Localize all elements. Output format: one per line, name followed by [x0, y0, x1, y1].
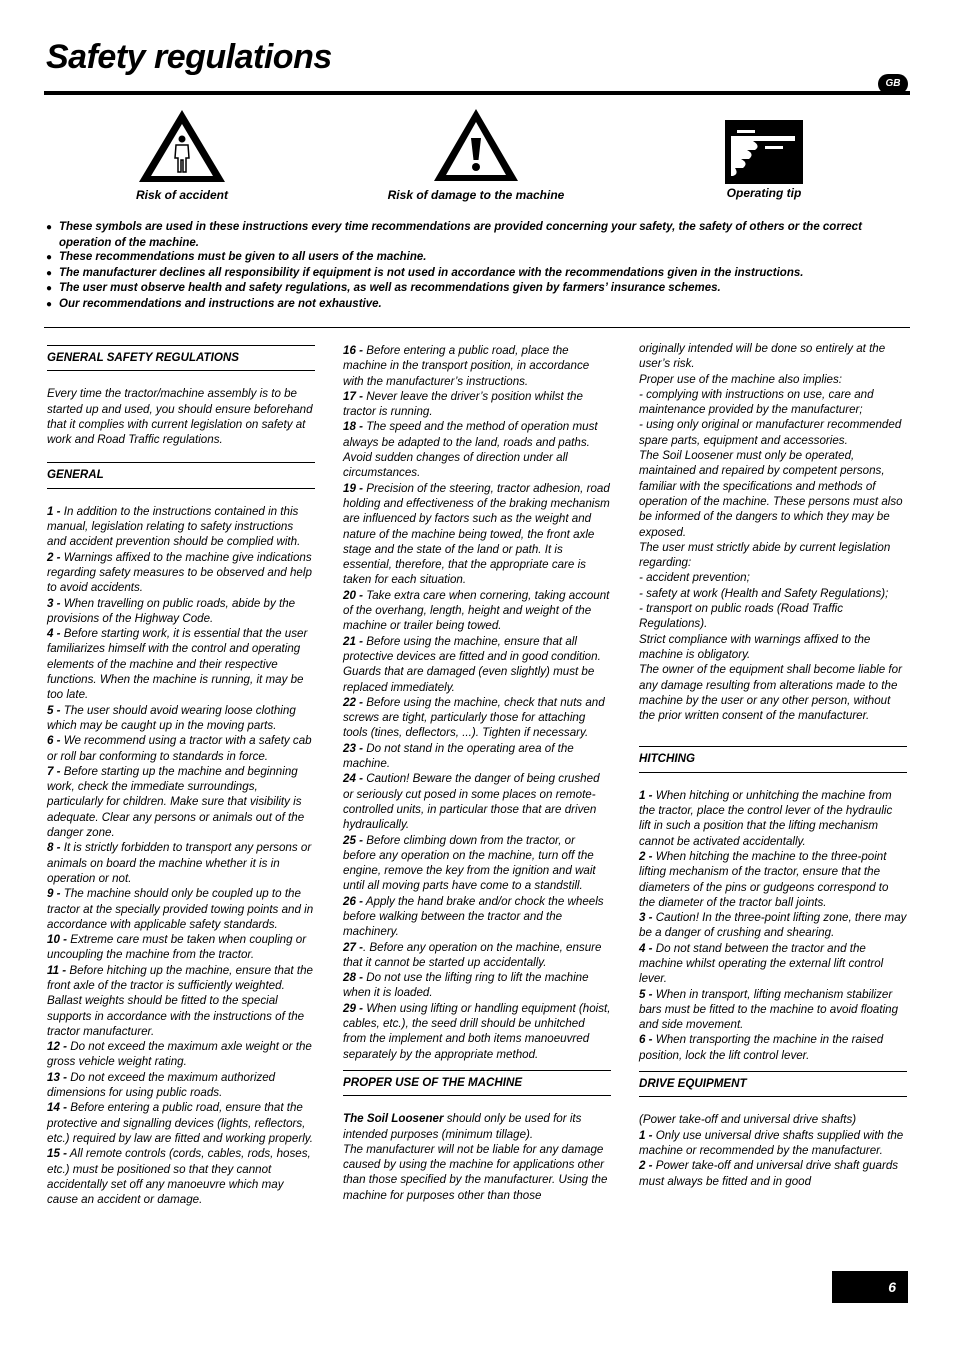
- list-item: 12 - Do not exceed the maximum axle weight or the gross vehicle weight rating.: [47, 1040, 312, 1069]
- paragraph: The Soil Loosener must only be operated, maintained and repaired by competent persons, familiar with the specifications and methods of operation of the machine. These persons must also be informed of the dangers to which they may be exposed.: [639, 449, 903, 539]
- list-item: 8 - It is strictly forbidden to transport any persons or animals on board the machine whether it is in operation or not.: [47, 841, 312, 885]
- list-item: 11 - Before hitching up the machine, ensure that the front axle of the tractor is sufficiently weighted. Ballast weights should be fitted to the special supports in accordance with the instructions of the tractor manufacturer.: [47, 963, 313, 1038]
- list-item: 16 - Before entering a public road, place the machine in the transport position, in accordance with the manufacturer’s instructions.: [343, 344, 590, 388]
- language-badge: GB: [878, 74, 908, 94]
- list-item: 3 - When travelling on public roads, abide by the provisions of the Highway Code.: [47, 596, 296, 625]
- list-item: 14 - Before entering a public road, ensure that the protective and signalling devices (lights, reflectors, etc.) required by law are fitted and working properly.: [47, 1101, 313, 1145]
- list-item: 6 - When transporting the machine in the raised position, lock the lift control lever.: [639, 1033, 884, 1062]
- list-item: 27 -. Before any operation on the machine, ensure that it cannot be started up accidentally.: [343, 940, 602, 969]
- list-item: 24 - Caution! Beware the danger of being crushed or seriously cut posed in some places on remote-controlled units, in particular those that are driven hydraulically.: [343, 772, 600, 832]
- symbol-operating-tip: [714, 120, 814, 200]
- paragraph: - using only original or manufacturer recommended spare parts, equipment and accessories.: [639, 418, 902, 447]
- list-item: 2 - Warnings affixed to the machine give indications regarding safety measures to be observed and help to avoid accidents.: [47, 550, 312, 595]
- list-item: 4 - Before starting work, it is essential that the user familiarizes himself with the control and operating elements of the machine and their respective functions. When the machine is running, it may be too late.: [47, 627, 308, 702]
- paragraph: - transport on public roads (Road Traffic Regulations).: [639, 602, 844, 631]
- paragraph: Proper use of the machine also implies:: [639, 372, 842, 386]
- symbol-risk-of-damage: [376, 108, 576, 202]
- list-item: 18 - The speed and the method of operation must always be adapted to the land, roads and paths. Avoid sudden changes of direction under all circumstances.: [343, 420, 598, 480]
- list-item: 28 - Do not use the lifting ring to lift the machine when it is loaded.: [343, 971, 589, 1000]
- symbol-risk-of-accident: [122, 108, 242, 202]
- list-item: 9 - The machine should only be coupled up to the tractor at the specially provided towing points and in accordance with applicable safety standards.: [47, 887, 314, 931]
- worker-warning-icon: [137, 108, 227, 184]
- list-item: 21 - Before using the machine, ensure that all protective devices are fitted and in good condition. Guards that are damaged (even slightly) must be replaced immediately.: [343, 634, 601, 694]
- list-item: 25 - Before climbing down from the tractor, or before any operation on the machine, turn off the engine, remove the key from the ignition and wait until all moving parts have come to a standstill.: [343, 833, 596, 893]
- section-heading-drive-equipment: DRIVE EQUIPMENT: [639, 1071, 907, 1097]
- section-heading-proper-use: PROPER USE OF THE MACHINE: [343, 1070, 611, 1096]
- section-divider: [44, 327, 910, 328]
- symbol-label: Risk of accident: [135, 188, 229, 202]
- page-number: 6: [832, 1271, 908, 1303]
- list-item: 1 - Only use universal drive shafts supplied with the machine or recommended by the manufacturer.: [639, 1128, 904, 1157]
- list-item: 23 - Do not stand in the operating area of the machine.: [343, 741, 574, 771]
- column-2: [343, 343, 611, 1203]
- paragraph: The owner of the equipment shall become liable for any damage resulting from alterations made to the machine by the user or any other person, without the prior written consent of the manufacturer.: [639, 663, 902, 723]
- paragraph: (Power take-off and universal drive shafts): [639, 1113, 857, 1127]
- paragraph: The manufacturer will not be liable for any damage caused by using the machine for applications other than those specified by the manufacturer. Using the machine for purposes other than those: [343, 1142, 608, 1202]
- list-item: 5 - When in transport, lifting mechanism stabilizer bars must be fitted to the machine to avoid floating and side movement.: [639, 987, 899, 1032]
- intro-bullet: ● These recommendations must be given to all users of the machine.: [46, 250, 906, 266]
- page-title: Safety regulations: [46, 38, 332, 76]
- list-item: 20 - Take extra care when cornering, taking account of the overhang, length, height and weight of the machine or trailer being towed.: [343, 588, 610, 633]
- paragraph: - accident prevention;: [639, 571, 750, 585]
- list-item: 6 - We recommend using a tractor with a safety cab or roll bar conforming to standards in force.: [47, 734, 312, 763]
- list-item: 5 - The user should avoid wearing loose clothing which may be caught up in the moving parts.: [47, 703, 296, 732]
- list-item: 4 - Do not stand between the tractor and the machine whilst operating the external lift control lever.: [639, 941, 884, 986]
- section-heading-general-safety: GENERAL SAFETY REGULATIONS: [47, 345, 315, 371]
- intro-bullet: ● Our recommendations and instructions are not exhaustive.: [46, 297, 906, 313]
- column-3: [639, 341, 907, 1189]
- list-item: 17 - Never leave the driver’s position whilst the tractor is running.: [343, 389, 583, 419]
- intro-bullets: [46, 220, 906, 312]
- list-item: 2 - When hitching the machine to the three-point lifting mechanism of the tractor, ensure that the diameters of the pins or gudgeons correspond to the diameter of the tractor ball joints.: [639, 849, 889, 909]
- paragraph: The Soil Loosener should only be used for its intended purposes (minimum tillage).: [343, 1112, 582, 1141]
- intro-bullet: ● The user must observe health and safety regulations, as well as recommendations given by farmers’ insurance schemes.: [46, 281, 906, 297]
- list-item: 10 - Extreme care must be taken when coupling or uncoupling the machine from the tractor.: [47, 933, 307, 962]
- pointing-hand-icon: [725, 120, 803, 184]
- paragraph: originally intended will be done so entirely at the user’s risk.: [639, 342, 886, 371]
- list-item: 7 - Before starting up the machine and beginning work, check the immediate surroundings, particularly for children. Make sure that visibility is adequate. Clear any persons or animals out of the danger zone.: [47, 764, 305, 840]
- list-item: 15 - All remote controls (cords, cables, rods, hoses, etc.) must be positioned so that they cannot accidentally set off any manoeuvre which may cause an accident or damage.: [47, 1147, 311, 1207]
- list-item: 22 - Before using the machine, check that nuts and screws are tight, particularly those for attaching tools (tines, deflectors, ...). Tighten if necessary.: [343, 695, 605, 740]
- list-item: 1 - When hitching or unhitching the machine from the tractor, place the control lever of the hydraulic lift in such a position that the lifting mechanism cannot be activated accidentally.: [639, 788, 893, 848]
- list-item: 2 - Power take-off and universal drive shaft guards must always be fitted and in good: [639, 1159, 899, 1188]
- list-item: 3 - Caution! In the three-point lifting zone, there may be a danger of crushing and shearing.: [639, 911, 907, 940]
- section-heading-general: GENERAL: [47, 462, 315, 488]
- exclamation-warning-icon: [433, 108, 519, 182]
- paragraph: - safety at work (Health and Safety Regulations);: [639, 586, 889, 600]
- symbol-label: Operating tip: [726, 186, 802, 200]
- list-item: 26 - Apply the hand brake and/or chock the wheels before walking between the tractor and the machinery.: [343, 894, 604, 939]
- paragraph: Strict compliance with warnings affixed to the machine is obligatory.: [639, 632, 871, 661]
- intro-bullet: ● The manufacturer declines all responsibility if equipment is not used in accordance with the recommendations given in the instructions.: [46, 266, 906, 282]
- list-item: 1 - In addition to the instructions contained in this manual, legislation relating to safety instructions and accident prevention should be complied with.: [47, 504, 301, 549]
- paragraph: The user must strictly abide by current legislation regarding:: [639, 540, 891, 570]
- list-item: 13 - Do not exceed the maximum authorized dimensions for using public roads.: [47, 1070, 276, 1100]
- column-1: [47, 345, 315, 1207]
- intro-bullet: ● These symbols are used in these instructions every time recommendations are provided concerning your safety, the safety of others or the correct operation of the machine.: [46, 220, 906, 250]
- list-item: 19 - Precision of the steering, tractor adhesion, road holding and effectiveness of the braking mechanism are influenced by factors such as the weight and nature of the machine being towed, the front axle stage and the state of the land or path. It is essential, therefore, that the appropriate care is taken for each situation.: [343, 481, 610, 587]
- title-rule: [44, 91, 910, 95]
- symbol-label: Risk of damage to the machine: [387, 188, 565, 202]
- paragraph: Every time the tractor/machine assembly is to be started up and used, you should ensure beforehand that it complies with current legislation on safety at work and Road Traffic regulations.: [47, 387, 313, 447]
- list-item: 29 - When using lifting or handling equipment (hoist, cables, etc.), the seed drill should be unhitched from the implement and both items manoeuvred separately by the appropriate method.: [343, 1001, 611, 1061]
- paragraph: - complying with instructions on use, care and maintenance provided by the manufacturer;: [639, 387, 874, 417]
- section-heading-hitching: HITCHING: [639, 746, 907, 772]
